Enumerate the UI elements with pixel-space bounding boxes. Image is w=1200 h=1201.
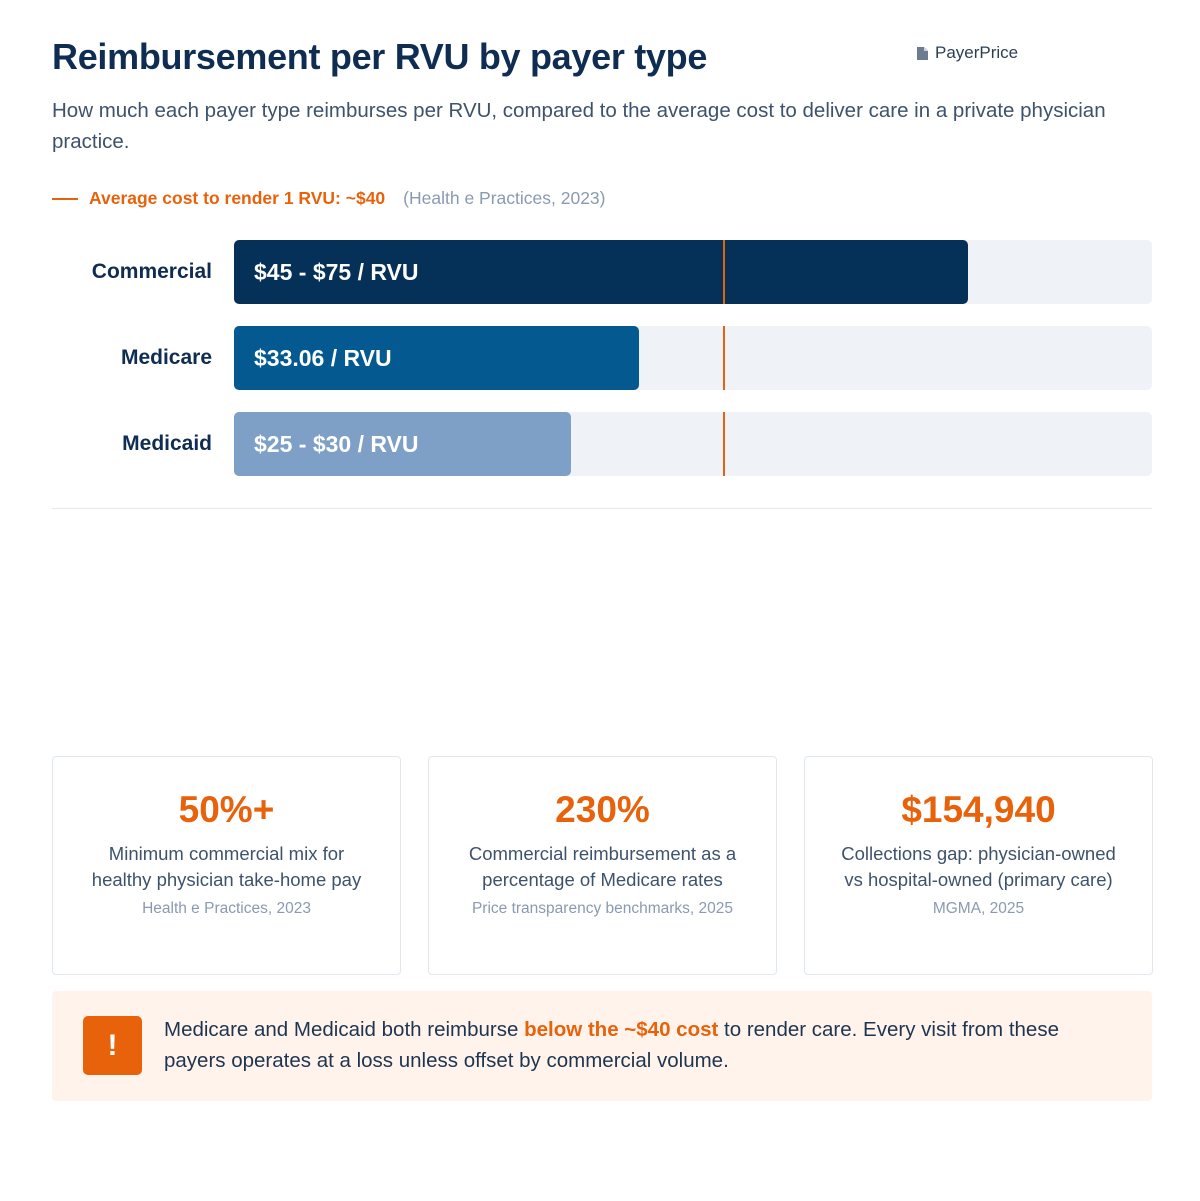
- bar-track: [234, 326, 1152, 390]
- bar-commercial: [234, 240, 968, 304]
- bar-medicaid: [234, 412, 571, 476]
- stat-description: Collections gap: physician-owned vs hospital-owned (primary care): [841, 843, 1116, 890]
- page-subtitle: How much each payer type reimburses per RVU, compared to the average cost to deliver care in a private physician practice.: [52, 99, 1106, 153]
- legend-source: (Health e Practices, 2023): [403, 188, 606, 208]
- stat-source: Health e Practices, 2023: [142, 900, 311, 917]
- chart-row-medicaid: [52, 412, 1152, 476]
- category-label: Commercial: [91, 260, 212, 283]
- alert-text-after: to render care. Every visit from these payers operates at a loss unless offset by commercial volume.: [164, 1018, 1059, 1072]
- chart-row-medicare: [52, 326, 1152, 390]
- bar-value-label: $33.06 / RVU: [254, 345, 392, 371]
- page-title: Reimbursement per RVU by payer type: [52, 36, 708, 77]
- bar-medicare: [234, 326, 639, 390]
- category-label: Medicare: [120, 346, 212, 369]
- stat-value: $154,940: [901, 789, 1056, 830]
- reimbursement-bar-chart: [52, 240, 1152, 476]
- alert-highlight: below the ~$40 cost: [524, 1018, 719, 1041]
- category-label: Medicaid: [122, 432, 212, 455]
- exclamation-icon: !: [83, 1016, 142, 1075]
- stat-description: Commercial reimbursement as a percentage of Medicare rates: [468, 843, 737, 890]
- document-icon: [916, 46, 929, 61]
- cost-reference-line: [723, 412, 725, 476]
- bar-track: [234, 240, 1152, 304]
- stat-card: [804, 756, 1153, 975]
- stat-source: Price transparency benchmarks, 2025: [471, 900, 734, 917]
- stat-description: Minimum commercial mix for healthy physician take-home pay: [91, 843, 362, 890]
- stat-source: MGMA, 2025: [932, 900, 1025, 917]
- stat-card: [52, 756, 401, 975]
- brand-name: PayerPrice: [935, 43, 1019, 62]
- cost-reference-line: [723, 240, 725, 304]
- bar-value-label: $45 - $75 / RVU: [254, 259, 419, 285]
- cost-reference-line: [723, 326, 725, 390]
- chart-legend: [52, 188, 606, 209]
- brand-logo: [916, 43, 1018, 63]
- stat-value: 50%+: [178, 789, 275, 830]
- alert-banner: [52, 991, 1152, 1101]
- stat-value: 230%: [555, 789, 650, 830]
- section-divider: [52, 508, 1152, 509]
- chart-row-commercial: [52, 240, 1152, 304]
- legend-label: Average cost to render 1 RVU: ~$40: [89, 188, 386, 208]
- bar-value-label: $25 - $30 / RVU: [254, 431, 419, 457]
- legend-cost-line-swatch: [52, 198, 78, 200]
- stat-card: [428, 756, 777, 975]
- alert-text-before: Medicare and Medicaid both reimburse: [164, 1018, 525, 1041]
- bar-track: [234, 412, 1152, 476]
- alert-message: [164, 1014, 1124, 1076]
